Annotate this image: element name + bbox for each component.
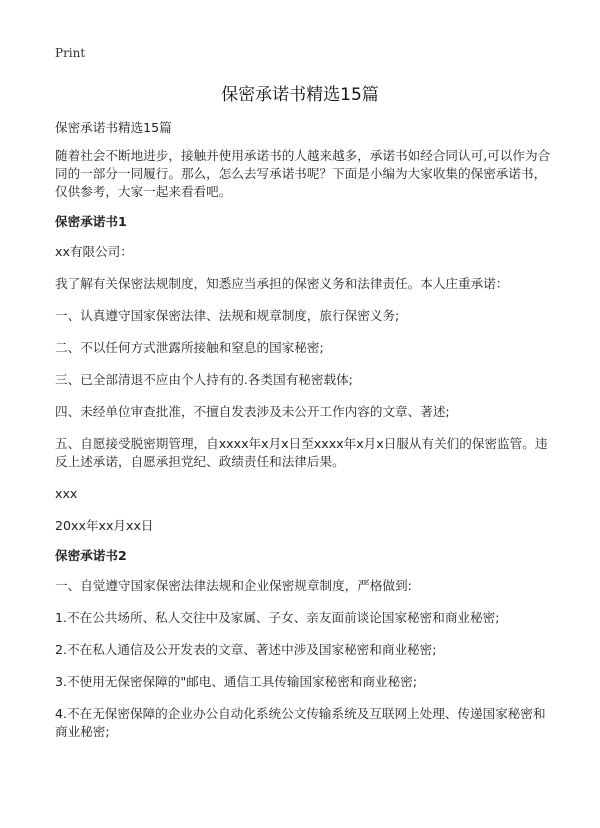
document-body	[55, 119, 554, 755]
print-link[interactable]: Print	[55, 46, 86, 60]
section-1-item: 五、自愿接受脱密期管理，自xxxx年x月x日至xxxx年x月x日服从有关们的保密监管。违反上述承诺，自愿承担党纪、政绩责任和法律后果。	[55, 436, 548, 469]
section-2-statement: 一、自觉遵守国家保密法律法规和企业保密规章制度，严格做到:	[55, 578, 412, 593]
section-1-statement: 我了解有关保密法规制度，知悉应当承担的保密义务和法律责任。本人庄重承诺：	[55, 276, 509, 291]
section-2-item: 4.不在无保密保障的企业办公自动化系统公文传输系统及互联网上处理、传递国家秘密和商业秘密;	[55, 706, 546, 739]
section-1-heading: 保密承诺书1	[55, 214, 127, 229]
section-1-signature: xxx	[55, 486, 78, 501]
section-2-item: 1.不在公共场所、私人交往中及家属、子女、亲友面前谈论国家秘密和商业秘密;	[55, 610, 500, 625]
intro-paragraph: 随着社会不断地进步，接触并使用承诺书的人越来越多，承诺书如经合同认可,可以作为合同的一部分一同履行。那么，怎么去写承诺书呢？下面是小编为大家收集的保密承诺书，仅供参考，大家一起来看看吧。	[55, 148, 551, 199]
section-2-item: 2.不在私人通信及公开发表的文章、著述中涉及国家秘密和商业秘密;	[55, 642, 437, 657]
section-1-item: 四、未经单位审查批准，不擅自发表涉及未公开工作内容的文章、著述;	[55, 404, 450, 419]
section-1-item: 二、不以任何方式泄露所接触和窒息的国家秘密;	[55, 340, 324, 355]
section-1-date: 20xx年xx月xx日	[55, 518, 154, 533]
section-2-item: 3.不使用无保密保障的"邮电、通信工具传输国家秘密和商业秘密;	[55, 674, 418, 689]
section-1-item: 一、认真遵守国家保密法律、法规和规章制度，旅行保密义务;	[55, 308, 400, 323]
section-1-addressee: xx有限公司：	[55, 244, 133, 259]
document-subtitle: 保密承诺书精选15篇	[55, 120, 172, 135]
page-title: 保密承诺书精选15篇	[221, 85, 379, 105]
section-1-item: 三、已全部清退不应由个人持有的.各类国有秘密载体;	[55, 372, 353, 387]
section-2-heading: 保密承诺书2	[55, 548, 127, 563]
